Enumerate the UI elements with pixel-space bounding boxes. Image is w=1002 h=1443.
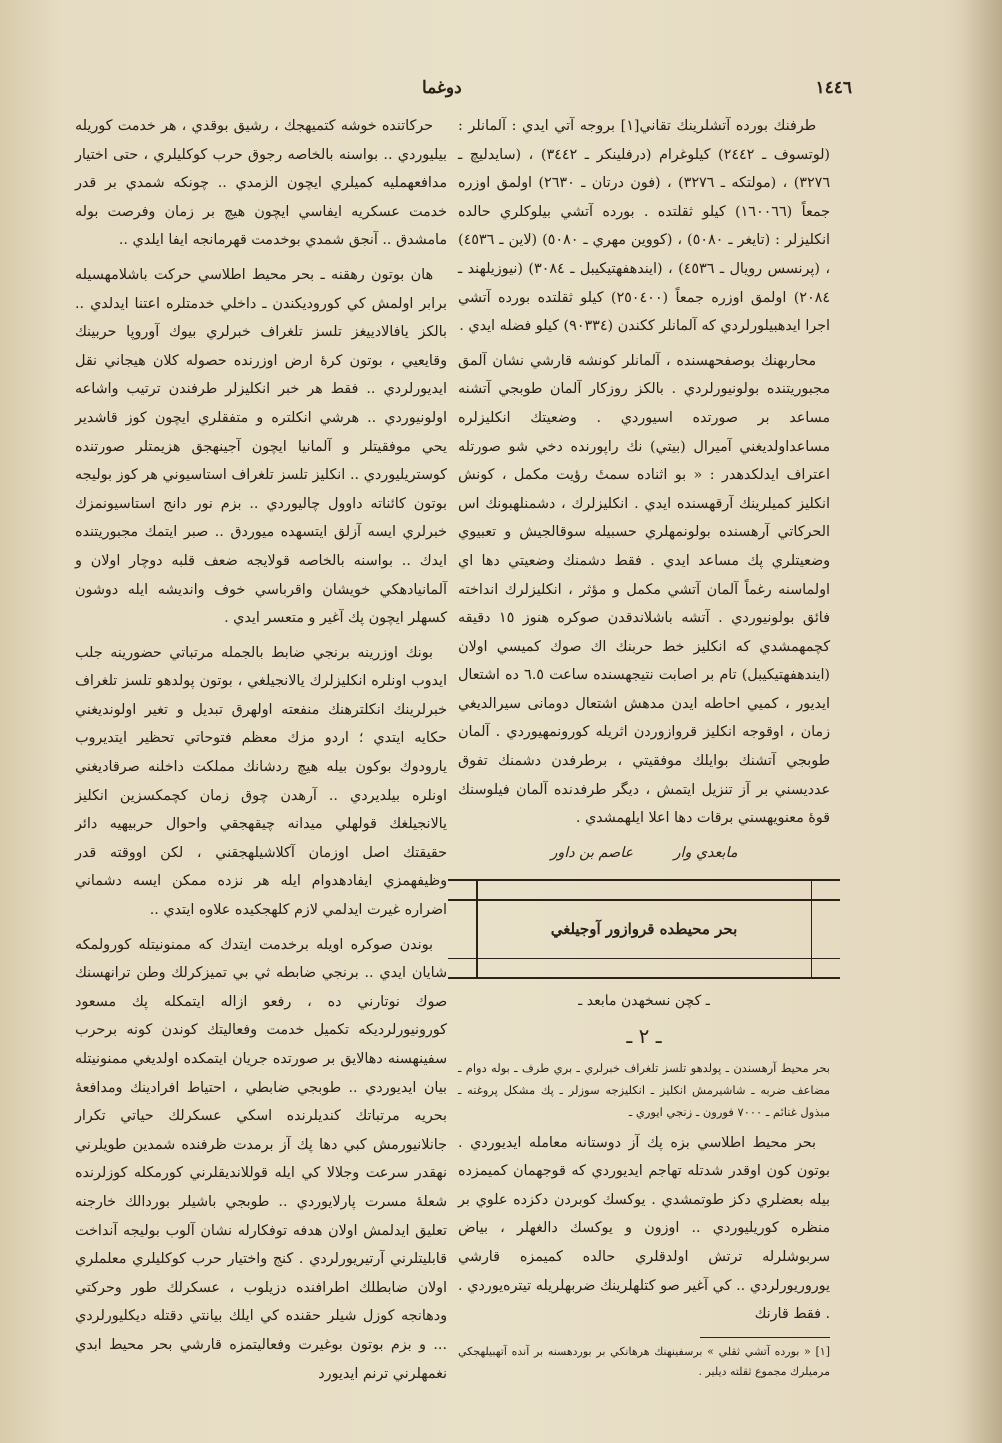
page-spine-shadow bbox=[962, 0, 1002, 1443]
signature-line bbox=[458, 839, 830, 868]
paragraph: بونك اوزرينه برنجي ضابط بالجمله مرتباتي حضورينه جلب ايدوب اونلره انكليزلرك يالانجيلغي ، بوتون پولدهو تلسز تلغراف خبرلرينك انكلترهنك منفعته اولهرق تبديل و تغير اولونديغني حكايه ايتدي ؛ اردو مزك معظم فتوحاتي تحظير ايتديروب يارودوك بوكون بيله هيچ ردشانك مملكت داخلنه صرقاديغني اونلره بيلديردي .. آرهدن چوق زمان كچمكسزين انكليز يالانجيلغك قولهلي ميدانه چيقهجقي واحوال حربيهيه دائر حقيقتك اصل اوزمان آكلاشيلهجقني ، لكن اووقته قدر وظيفهمزي ايفادهدوام ايله هر نزده ممكن ايسه دشماني اضراره غيرت ايدلمي لازم كلهجكيده علاوه ايتدي .. bbox=[75, 644, 447, 919]
frame-line bbox=[448, 899, 840, 901]
paragraph: هان بوتون رهقنه ـ بحر محيط اطلاسي حركت باشلامهسيله برابر اولمش كي كوروديكندن ـ داخلي خدمتلره اعتنا ايدلدي .. بالكز يافالادييغز تلسز تلغراف خبرلري بيوك آوروپا حربينك وقايعيي ، بوتون كرهٔ ارض اوزرنده حصوله كلان هيجاني نقل ايديورلردي .. فقط هر خبر انكليزلر طرفندن ترتيب واشاعه اولونيوردي .. هرشي انكلتره و متفقلري ايچون كوز قاشدير يحي موفقيتلر و آلمانيا ايچون آجينهجق هزيمتلر صورتنده كوستريليوردي .. انكليز تلسز تلغراف استاسيوني هر كوز بوليجه بوتون كائناته داوول چاليوردي .. بزم نور دانج استاسيونمزك خبرلري ايسه آزلق ايتسهده ميوردق .. صبر ايتمك مجبوريتنده ايدك .. بواسنه بالخاصه قولايجه ضعف قلبه دوچار اولان و آلمانيادهكي خويشان واقرباسي خوف وانديشه ايله دوشون كسهلر ايچون پك آغير و متعسر ايدي . bbox=[75, 266, 447, 627]
paragraph: بوندن صوكره اويله برخدمت ايتدك كه ممنونيتله كورولمكه شايان ايدي .. برنجي ضابطه ثي بي تميزكرلك وطن ترانهسنك صوك نوتارني ده ، رفعو ازاله ايتمكله پك مسعود كورونيورلرديكه تكميل خدمت وفعاليتك كوندن كونه برحرب سفينهسنه دهالايق بر صورتده جريان ايتمكده اولديغي ممنونيتله بيان ايديوردي .. طوبجي ضابطي ، احتياط افرادينك ومدافعهٔ بحريه مرتباتك كنديلرنده اسكي عسكرلك حياتي تكرار جانلانيورمش كبي دها پك آز برمدت ظرفنده شمدين طويلرني نهقدر سرعت وجلالا كي ايله قوللانديقلرني كورمكله كوزلرنده شعلهٔ مسرت پارلايوردي .. طوبجي باشيلر بوردالك خارجنه تعليق ايدلمش اولان هدفه توفكارله نشان آلوب بوليجه آنداخت قابليتلرني آرتيريورلردي . كنج واختيار حرب كوكليلري معلملري اولان ضابطلك اطرافنده دزيلوب ، عسكرلك طور وحركتي ودهانجه كوزل شيلر حقنده كي ايلك بيانتي دقتله ديكليورلردي ... و بزم بوتون بوغيرت وفعاليتمزه قارشي بحر محيط ابدي نغمهلرني ترنم ايديورد bbox=[75, 936, 447, 1382]
running-title: دوغما bbox=[422, 78, 462, 98]
footnote-divider bbox=[700, 1337, 830, 1339]
frame-line bbox=[448, 958, 840, 960]
footnote: [١] « بورده آتشي ثقلي » برسفينهنك هرهانكي بر بوردهسنه بر آنده آتهبيلهجكي مرميلرك مجموع ثقلته ديلير . bbox=[458, 1345, 830, 1379]
section-number: ـ ٢ ـ bbox=[626, 1024, 662, 1049]
paragraph: بحر محيط اطلاسي بزه پك آز دوستانه معامله ايديوردي . بوتون كون اوقدر شدتله تهاجم ايديوردي كه قوجهمان كميمزده بيله بعضلري دكز طوتمشدي . يوكسك كوبردن دكزده علوي بر منظره كوريليوردي .. اوزون و يوكسك دالغهلر ، بياض سربوشلرله ترتش اولدقلري حالده كميمزه قارشي يوروريورلردي .. كي آغير صو كتلهلرينك ضربهلريله تيتره‌يوردي . . فقط قارنك bbox=[458, 1134, 830, 1323]
article-title: بحر محيطده قروازور آوجيلغي bbox=[550, 920, 738, 939]
article-subheading: ـ كچن نسخهدن مابعد ـ bbox=[578, 993, 710, 1010]
section-summary: بحر محيط آرهسندن ـ پولدهو تلسز تلغراف خبرلري ـ بري طرف ـ بوله دوام ـ مضاعف ضربه ـ شاشيرمش انكليز ـ انكليزجه سوزلر ـ پك مشكل پروغنه ـ مبذول غنائم ـ ٧٠٠٠ فورون ـ زنجي ايوري ـ bbox=[458, 1060, 830, 1119]
right-column bbox=[458, 112, 830, 1388]
page-number: ١٤٤٦ bbox=[815, 78, 852, 98]
left-column bbox=[75, 112, 447, 1394]
paragraph: حركاتنده خوشه كتميهجك ، رشيق بوقدي ، هر خدمت كوريله بيليوردي .. بواسنه بالخاصه رجوق حرب كوكليلري ، حتى اختيار مدافعهمليه كميلري ايچون الزمدي .. چونكه شمدي بر قدر خدمت عسكريه ايفاسي ايچون هيچ بر زمان وفرصت بوله مامشدق .. آنجق شمدي بوخدمت قهرمانجه ايفا ايلدي .. bbox=[75, 118, 447, 249]
continued-note: مابعدي وار bbox=[673, 844, 738, 861]
author-signature: عاصم بن داور bbox=[550, 844, 634, 861]
article-title-frame bbox=[448, 879, 840, 979]
paragraph: طرفنك بورده آتشلرينك تقاني[١] بروجه آتي ايدي : آلمانلر : (لوتسوف ـ ٢٤٤٢) كيلوغرام (درفلينكر ـ ٣٤٤٢) ، (سايدليچ ـ ٣٢٧٦) ، (مولتكه ـ ٣٢٧٦) ، (فون درتان ـ ٢٦٣٠) اولمق اوزره جمعاً (١٦٠٠٦٦) كيلو ثقلتده . بورده آتشي بيلوكلري حالده انكليزلر : (تايغر ـ ٥٠٨٠) ، (كووين مهري ـ ٥٠٨٠) (لاين ـ ٤٥٣٦) ، (پرنسس رويال ـ ٤٥٣٦) ، (ايندهفهتيكيبل ـ ٣٠٨٤) (نيوزيلهند ـ ٢٠٨٤) اولمق اوزره جمعاً (٢٥٠٤٠٠) كيلو ثقلتده بورده آتشي اجرا ايدهبيلورلردي كه آلمانلر ككندن (٩٠٣٣٤) كيلو فضله ايدي . bbox=[458, 118, 831, 335]
paragraph: محاربهنك بوصفحهسنده ، آلمانلر كونشه قارشي نشان آلمق مجبوريتنده بولونيورلردي . بالكز روزكار آلمان طوبجي آتشنه مساعد بر صورتده اسيوردي . وضعيتك انكليزلره مساعداولديغني آميرال (بيتي) نك راپورنده دخي شو صورتله اعتراف ايدلكدهدر : « بو اثناده سمتٔ رؤيت مكمل ، كونش انكليز كميلرينك آرقهسنده ايدي . انكليزلرك ، دشمنلهبونك اس الحركاتي آرهسنده بولونمهلري حسبيله سوقالجيش و تعبيوي وضعيتلري پك مساعد ايدي . فقط دشمنك وضعيتي دها اي اولماسنه رغماً آلمان آتشي مكمل و مؤثر ، انكليزلرك انداخته فائق بولونيوردي . آتشه باشلاندقدن صوكره هنوز ١٥ دقيقه كچمهمشدي كه انكليز خط حربنك اك صوك كميسي اولان (ايندهفهتيكيبل) تام بر اصابت نتيجهسنده ساعت ٦.٥ ده اشتعال ايديور ، كميي احاطه ايدن مدهش اشتعال دومانى سيرالديغي زمان ، اوقوجه انكليز قروازوردن اثريله كورونمهيوردي . آلمان طوبجي آتشنك بوايلك موفقيتي ، برطرفدن دشمنك تفوق عدديسني بر آز تنزيل ايتمش ، ديگر طرفدنده آلمان فيلوسنك قوهٔ معنويهسني برقات دها اعلا ايلهمشدي . bbox=[458, 352, 830, 827]
